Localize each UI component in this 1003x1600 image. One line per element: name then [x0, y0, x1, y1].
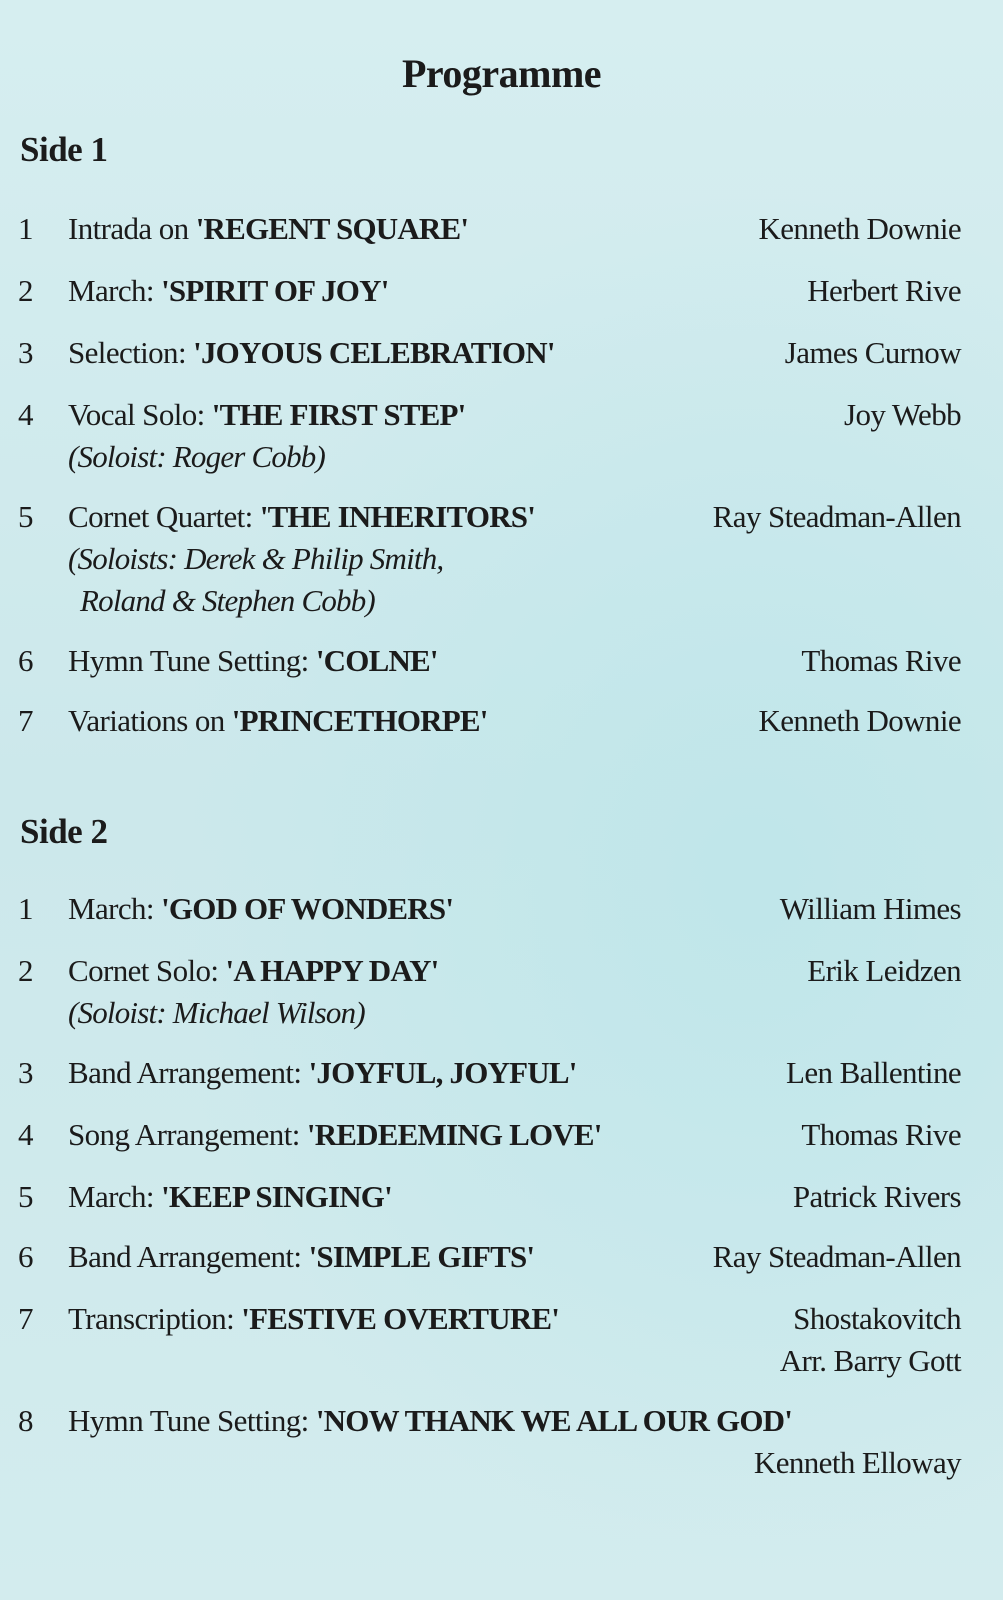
track-number: 8 [18, 1403, 33, 1438]
track-composer: Ray Steadman-Allen [712, 499, 961, 534]
track-title: 'REDEEMING LOVE' [306, 1117, 602, 1152]
track-type: Song Arrangement: [68, 1117, 307, 1152]
track-arranger: Arr. Barry Gott [779, 1343, 961, 1378]
track-number: 1 [18, 891, 33, 926]
track-description [68, 394, 465, 436]
track-title: 'JOYOUS CELEBRATION' [193, 335, 555, 370]
track-composer: Kenneth Downie [758, 211, 961, 246]
track-type: Transcription: [68, 1301, 242, 1336]
track-number: 5 [18, 499, 33, 534]
track-description [68, 270, 389, 312]
track-description [68, 888, 453, 930]
track-type: March: [68, 1179, 162, 1214]
track-type: Band Arrangement: [68, 1055, 309, 1090]
track-type: Cornet Solo: [68, 953, 226, 988]
track-title: 'PRINCETHORPE' [231, 703, 488, 738]
track-type: Band Arrangement: [68, 1239, 309, 1274]
track-type: Vocal Solo: [68, 397, 212, 432]
track-soloist-continued: Roland & Stephen Cobb) [80, 583, 375, 618]
track-number: 5 [18, 1179, 33, 1214]
track-composer: Kenneth Elloway [753, 1445, 961, 1480]
track-composer: Thomas Rive [801, 643, 961, 678]
track-title: 'REGENT SQUARE' [195, 211, 469, 246]
track-soloist: (Soloist: Roger Cobb) [68, 439, 326, 474]
track-description [68, 1176, 392, 1218]
track-description [68, 332, 555, 374]
track-description [68, 1400, 792, 1442]
track-composer: James Curnow [784, 335, 961, 370]
track-number: 1 [18, 211, 33, 246]
track-type: Hymn Tune Setting: [68, 643, 316, 678]
track-description [68, 1114, 602, 1156]
track-description [68, 1052, 577, 1094]
track-title: 'A HAPPY DAY' [225, 953, 439, 988]
track-description [68, 496, 535, 538]
track-title: 'GOD OF WONDERS' [161, 891, 454, 926]
track-description [68, 700, 488, 742]
track-title: 'KEEP SINGING' [161, 1179, 392, 1214]
track-number: 7 [18, 1301, 33, 1336]
track-number: 6 [18, 643, 33, 678]
track-number: 6 [18, 1239, 33, 1274]
track-title: 'NOW THANK WE ALL OUR GOD' [315, 1403, 793, 1438]
track-description [68, 640, 438, 682]
track-number: 3 [18, 335, 33, 370]
side2-heading: Side 2 [20, 812, 108, 851]
track-type: March: [68, 891, 162, 926]
track-number: 3 [18, 1055, 33, 1090]
track-composer: Joy Webb [844, 397, 961, 432]
track-description [68, 1298, 559, 1340]
track-description [68, 950, 438, 992]
track-composer: William Himes [779, 891, 961, 926]
track-number: 4 [18, 397, 33, 432]
track-title: 'FESTIVE OVERTURE' [241, 1301, 560, 1336]
track-type: Variations on [68, 703, 232, 738]
track-composer: Thomas Rive [801, 1117, 961, 1152]
track-title: 'JOYFUL, JOYFUL' [308, 1055, 577, 1090]
track-title: 'SIMPLE GIFTS' [308, 1239, 535, 1274]
track-description [68, 208, 468, 250]
track-title: 'THE INHERITORS' [259, 499, 536, 534]
track-composer: Ray Steadman-Allen [712, 1239, 961, 1274]
track-description [68, 1236, 534, 1278]
track-composer: Shostakovitch [793, 1301, 961, 1336]
track-composer: Kenneth Downie [758, 703, 961, 738]
track-number: 7 [18, 703, 33, 738]
side1-heading: Side 1 [20, 130, 108, 169]
track-number: 2 [18, 273, 33, 308]
track-soloist: (Soloist: Michael Wilson) [68, 995, 365, 1030]
track-composer: Herbert Rive [807, 273, 961, 308]
track-composer: Len Ballentine [786, 1055, 961, 1090]
track-type: Cornet Quartet: [68, 499, 260, 534]
track-title: 'SPIRIT OF JOY' [161, 273, 389, 308]
track-composer: Patrick Rivers [792, 1179, 961, 1214]
track-number: 2 [18, 953, 33, 988]
track-type: Intrada on [68, 211, 196, 246]
track-type: Selection: [68, 335, 194, 370]
track-title: 'COLNE' [315, 643, 438, 678]
page-title: Programme [401, 51, 602, 96]
track-type: Hymn Tune Setting: [68, 1403, 316, 1438]
track-soloist: (Soloists: Derek & Philip Smith, [68, 541, 444, 576]
track-composer: Erik Leidzen [807, 953, 961, 988]
track-type: March: [68, 273, 162, 308]
track-title: 'THE FIRST STEP' [211, 397, 466, 432]
track-number: 4 [18, 1117, 33, 1152]
